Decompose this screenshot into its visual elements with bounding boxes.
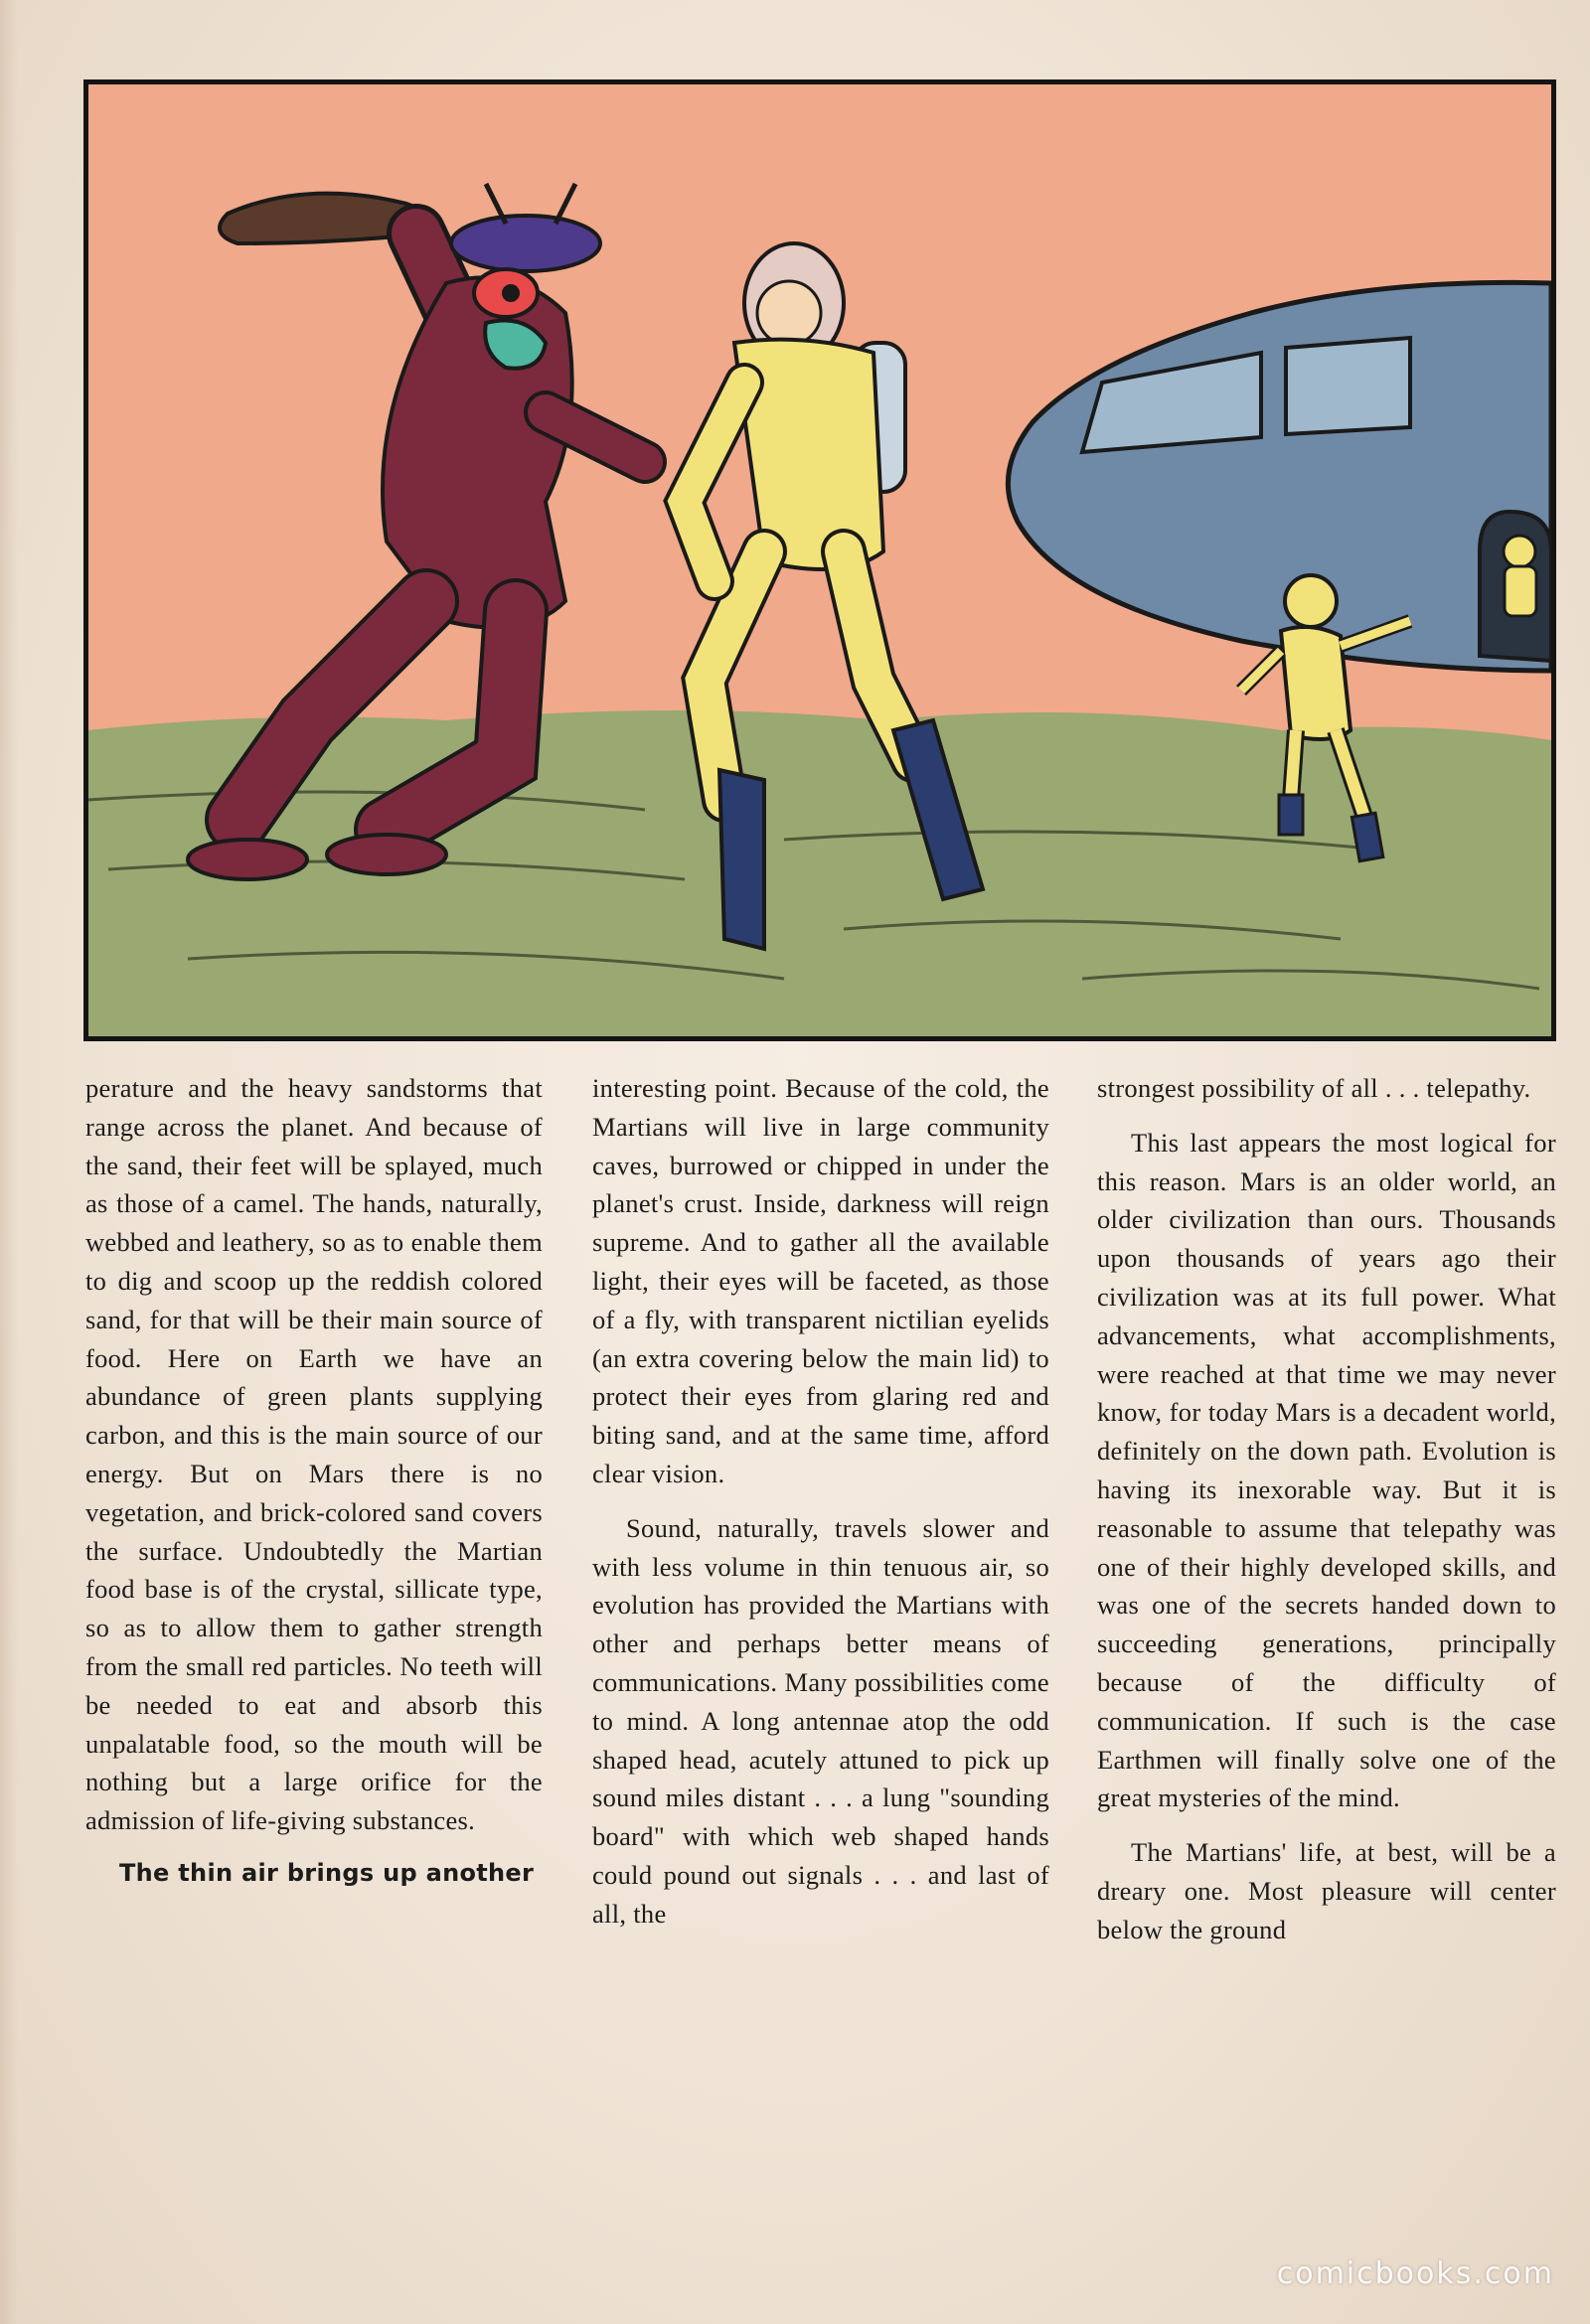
paragraph-bold: The thin air brings up another (119, 1858, 535, 1887)
scan-edge (0, 0, 18, 2324)
paragraph: interesting point. Because of the cold, the Martians will live in large community caves, burrowed or chipped in under the planet's crust. Inside, darkness will reign supreme. And to gather all the available light, their eyes will be faceted, as those of a fly, with transparent nictilian eyelids (an extra covering below the main lid) to protect their eyes from glaring red and biting sand, and at the same time, afford clear vision. (592, 1073, 1049, 1488)
text-column-1 (85, 1069, 543, 1893)
comic-panel-illustration (83, 79, 1556, 1041)
watermark: comicbooks.com (1276, 2256, 1554, 2291)
astronaut-in-doorway-icon (1504, 536, 1536, 616)
paragraph: perature and the heavy sandstorms that range across the planet. And because of the sand, their feet will be splayed, much as those of a camel. The hands, naturally, webbed and leathery, so as to enable them to dig and scoop up the reddish colored sand, for that will be their main source of food. Here on Earth we have an abundance of green plants supplying carbon, and this is the main source of our energy. But on Mars there is no vegetation, and brick-colored sand covers the surface. Undoubtedly the Martian food base is of the crystal, sillicate type, so as to allow them to gather strength from the small red particles. No teeth will be needed to eat and absorb this unpalatable food, so the mouth will be nothing but a large orifice for the admission of life-giving substances. (85, 1073, 543, 1836)
paragraph: strongest possibility of all . . . telepathy. (1097, 1073, 1531, 1103)
text-column-2 (592, 1069, 1049, 1934)
paragraph: The Martians' life, at best, will be a dreary one. Most pleasure will center below the ground (1097, 1837, 1556, 1944)
illustration-svg (88, 84, 1551, 1036)
paragraph: Sound, naturally, travels slower and with less volume in thin tenuous air, so evolution has provided the Martians with other and perhaps better means of communications. Many possibilities come to mind. A long antennae atop the odd shaped head, acutely attuned to pick up sound miles distant . . . a lung "sounding board" with which web shaped hands could pound out signals . . . and last of all, the (592, 1512, 1049, 1929)
article-text (85, 1069, 1556, 2152)
text-column-3 (1097, 1069, 1556, 1949)
paragraph: This last appears the most logical for this reason. Mars is an older world, an older civilization than ours. Thousands upon thousands of years ago their civilization was at its full power. What advancements, what accomplishments, were reached at that time we may never know, for today Mars is a decadent world, definitely on the down path. Evolution is having its inexorable way. But it is reasonable to assume that telepathy was one of their highly developed skills, and was one of the secrets handed down to succeeding generations, principally because of the difficulty of communication. If such is the case Earthmen will finally solve one of the great mysteries of the mind. (1097, 1127, 1556, 1813)
